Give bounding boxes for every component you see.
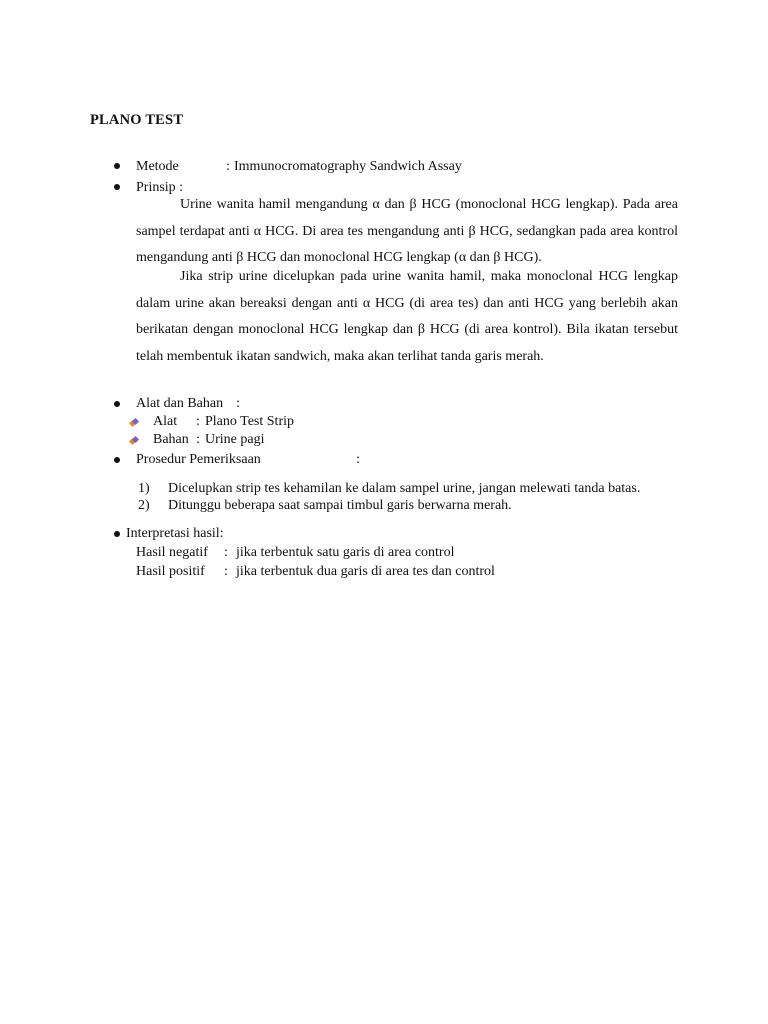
prinsip-paragraph-2 xyxy=(136,264,678,370)
prinsip-label: Prinsip : xyxy=(136,180,184,195)
bullet-icon xyxy=(114,401,120,407)
hasil-positif-separator: : xyxy=(224,564,228,579)
diamond-bullet-icon xyxy=(130,437,139,445)
metode-value: Immunocromatography Sandwich Assay xyxy=(234,159,462,174)
alat-label: Alat xyxy=(153,414,178,429)
bahan-value: Urine pagi xyxy=(205,432,265,447)
hasil-negatif-label: Hasil negatif xyxy=(136,545,208,560)
prinsip-paragraph-2-text: Jika strip urine dicelupkan pada urine wanita hamil, maka monoclonal HCG lengkap dalam urine akan bereaksi dengan anti α HCG (di area tes) dan anti HCG yang berlebih akan berikatan dengan monoclonal HCG lengkap dan β HCG (di area kontrol). Bila ikatan tersebut telah membentuk ikatan sandwich, maka akan terlihat tanda garis merah. xyxy=(136,269,678,364)
bullet-icon xyxy=(114,531,120,537)
bahan-separator: : xyxy=(196,432,200,447)
hasil-positif-label: Hasil positif xyxy=(136,564,205,579)
bahan-label: Bahan xyxy=(153,432,189,447)
prinsip-paragraph-1 xyxy=(136,192,678,272)
hasil-negatif-separator: : xyxy=(224,545,228,560)
prosedur-label: Prosedur Pemeriksaan xyxy=(136,452,261,467)
prosedur-step-text: Ditunggu beberapa saat sampai timbul garis berwarna merah. xyxy=(168,498,512,513)
page-title: PLANO TEST xyxy=(90,112,184,128)
prosedur-separator: : xyxy=(356,452,360,467)
hasil-positif-value: jika terbentuk dua garis di area tes dan control xyxy=(236,564,495,579)
bullet-icon xyxy=(114,163,120,169)
interpretasi-label: Interpretasi hasil: xyxy=(126,526,224,541)
prosedur-step-number: 1) xyxy=(138,481,150,496)
metode-label: Metode xyxy=(136,159,179,174)
hasil-negatif-value: jika terbentuk satu garis di area control xyxy=(236,545,455,560)
prosedur-step-text: Dicelupkan strip tes kehamilan ke dalam sampel urine, jangan melewati tanda batas. xyxy=(168,481,641,496)
alat-separator: : xyxy=(196,414,200,429)
bullet-icon xyxy=(114,457,120,463)
prosedur-step-number: 2) xyxy=(138,498,150,513)
prinsip-paragraph-1-text: Urine wanita hamil mengandung α dan β HCG (monoclonal HCG lengkap). Pada area sampel terdapat anti α HCG. Di area tes mengandung anti β HCG, sedangkan pada area kontrol mengandung anti β HCG dan monoclonal HCG lengkap (α dan β HCG). xyxy=(136,197,678,265)
alat-bahan-separator: : xyxy=(236,396,240,411)
alat-bahan-label: Alat dan Bahan xyxy=(136,396,224,411)
metode-separator: : xyxy=(226,159,230,174)
bullet-icon xyxy=(114,184,120,190)
alat-value: Plano Test Strip xyxy=(205,414,294,429)
diamond-bullet-icon xyxy=(130,419,139,427)
